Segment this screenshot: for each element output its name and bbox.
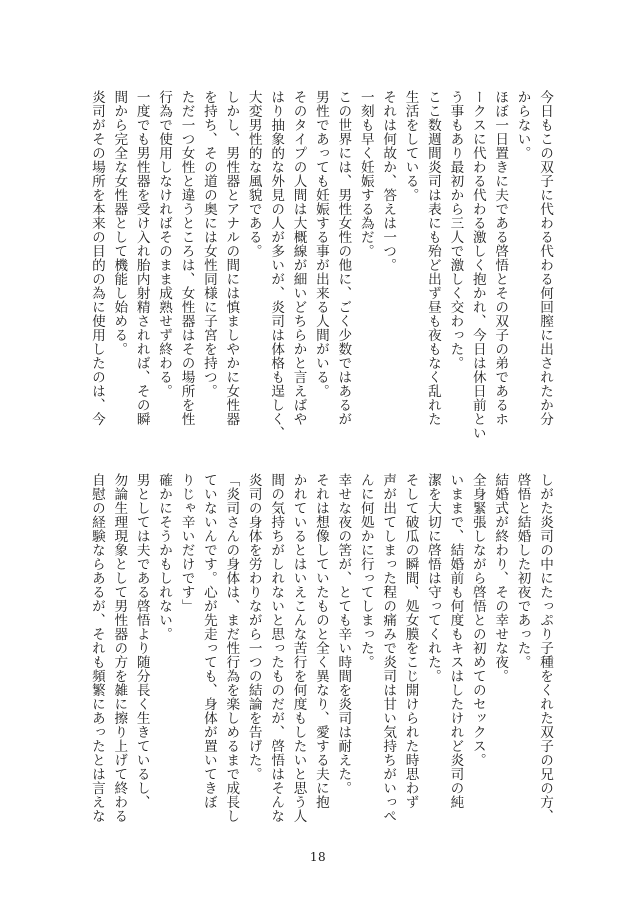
text-line: 炎司がその場所を本来の目的の為に使用したのは、今 [88, 90, 105, 426]
text-line: 今日もこの双子に代わる代わる何回膣に出されたか分 [537, 90, 553, 426]
text-line: 間から完全な女性器として機能し始める。 [111, 90, 128, 356]
text-line: 「炎司さんの身体は、まだ性行為を楽しめるまで成長し [223, 473, 240, 823]
page-number: 18 [309, 850, 327, 864]
text-line: 間の気持ちがしれないと思ったものだが、啓悟はそんな [268, 473, 285, 823]
text-line: しかし、男性器とアナルの間には慎ましやかに女性器 [223, 90, 240, 426]
text-line: 男としては夫である啓悟より随分長く生きているし、 [133, 473, 150, 809]
text-line: 一度でも男性器を受け入れ胎内射精されれば、その瞬 [133, 90, 150, 426]
text-line: 大変男性的な風貌である。 [245, 90, 262, 258]
text-line: 男性であっても妊娠する事が出来る人間がいる。 [312, 90, 329, 398]
text-line: ていないんです。心が先走っても、身体が置いてきぼ [200, 473, 217, 809]
text-line: 勿論生理現象として男性器の方を雑に擦り上げて終わる [111, 473, 128, 823]
text-line: 行為で使用しなければそのまま成熟せず終わる。 [156, 90, 173, 398]
text-line: ほぼ一日置きに夫である啓悟とその双子の弟であるホ [492, 90, 509, 426]
text-line: 自慰の経験ならあるが、それも頻繁にあったとは言えな [88, 473, 105, 823]
text-line: そして破瓜の瞬間、処女膜をこじ開けられた時思わず [402, 473, 419, 809]
text-line: 声が出てしまった程の痛みで炎司は甘い気持ちがいっぺ [380, 473, 397, 823]
text-line: 確かにそうかもしれない。 [156, 473, 173, 641]
text-line: 啓悟と結婚した初夜であった。 [514, 473, 531, 669]
text-line: はり抽象的な外見の人が多いが、炎司は体格も逞しく、 [268, 90, 285, 440]
text-line: りじゃ辛いだけです」 [178, 473, 195, 613]
text-line: かれているとはいえこんな苦行を何度もしたいと思う人 [290, 473, 307, 823]
text-line: 結婚式が終わり、その幸せな夜。 [492, 473, 509, 683]
upper-text-block [85, 90, 556, 460]
text-line: そのタイプの人間は大概線が細いどちらかと言えばや [290, 90, 307, 426]
text-line: それは何故か、答えは一つ。 [380, 90, 397, 272]
text-line: ここ数週間炎司は表にも殆ど出ず昼も夜もなく乱れた [424, 90, 441, 426]
text-line: からない。 [514, 90, 531, 160]
text-line: んに何処かに行ってしまった。 [357, 473, 374, 669]
text-line: 一刻も早く妊娠する為だ。 [357, 90, 374, 258]
text-line: この世界には、男性女性の他に、ごく少数ではあるが [335, 90, 352, 426]
text-line: しがた炎司の中にたっぷり子種をくれた双子の兄の方、 [537, 473, 553, 823]
text-line: ークスに代わる代わる激しく抱かれ、今日は休日前とい [469, 90, 486, 440]
lower-text-block [85, 473, 556, 848]
text-line: いままで、結婚前も何度もキスはしたけれど炎司の純 [447, 473, 464, 809]
text-line: 全身緊張しながら啓悟との初めてのセックス。 [469, 473, 486, 767]
text-line: 潔を大切に啓悟は守ってくれた。 [424, 473, 441, 683]
text-line: 幸せな夜の筈が、とても辛い時間を炎司は耐えた。 [335, 473, 352, 795]
text-line: 炎司の身体を労わりながら一つの結論を告げた。 [245, 473, 262, 781]
text-line: う事もあり最初から三人で激しく交わった。 [447, 90, 464, 370]
text-line: それは想像していたものと全く異なり、愛する夫に抱 [312, 473, 329, 809]
text-line: を持ち、その道の奥には女性同様に子宮を持つ。 [200, 90, 217, 398]
text-line: ただ一つ女性と違うところは、女性器はその場所を性 [178, 90, 195, 426]
text-line: 生活をしている。 [402, 90, 419, 202]
